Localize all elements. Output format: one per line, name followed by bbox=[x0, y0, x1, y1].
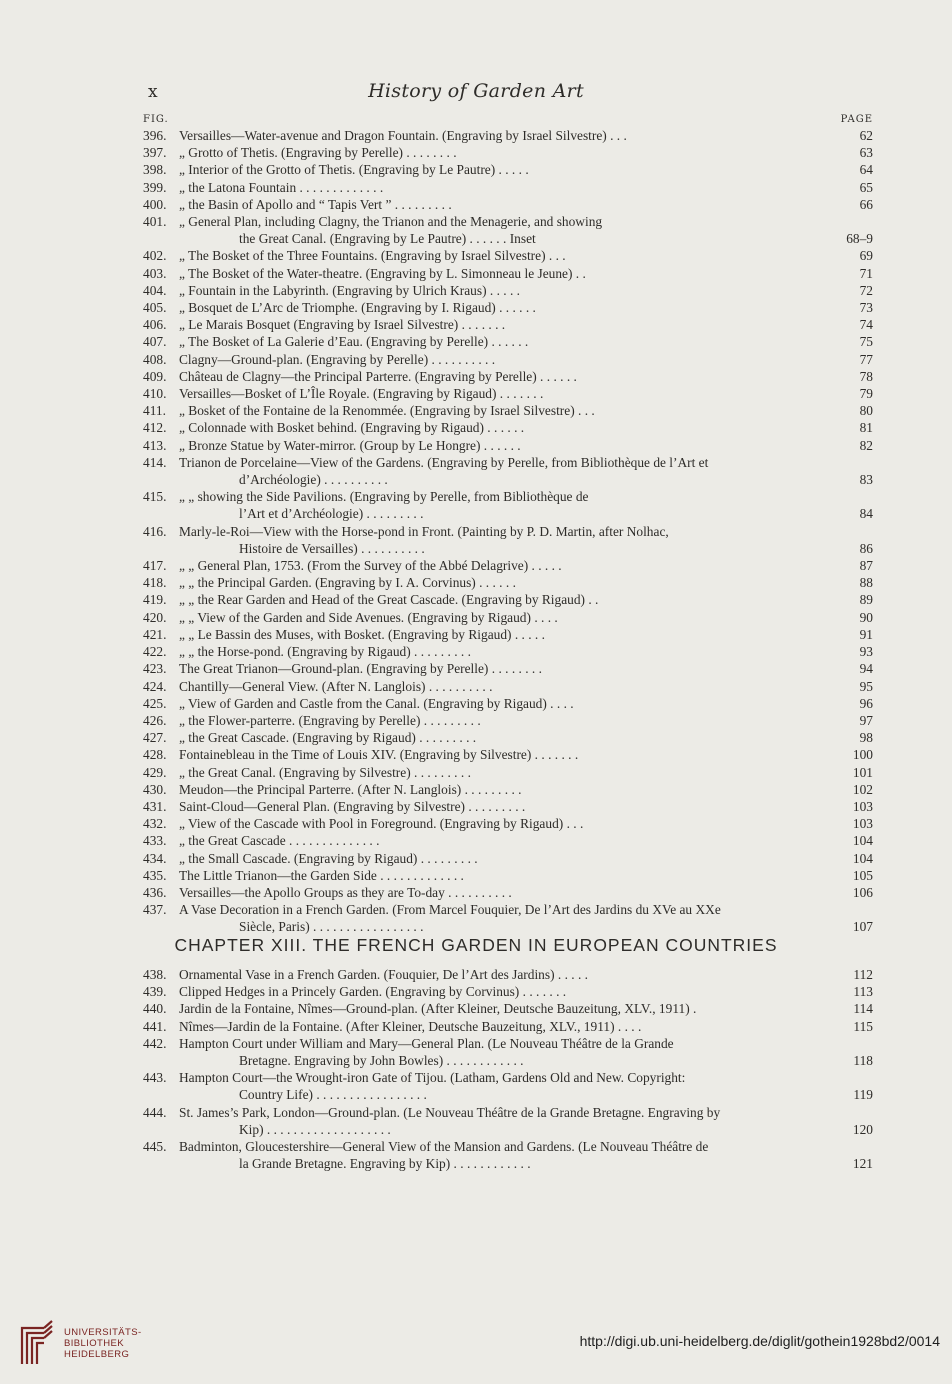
figure-number: 433. bbox=[143, 833, 167, 849]
figure-number: 425. bbox=[143, 695, 167, 711]
figure-number: 401. bbox=[143, 214, 167, 230]
figure-caption bbox=[179, 764, 835, 781]
caption-line: „ Interior of the Grotto of Thetis. (Engraving by Le Pautre) . . . . . bbox=[179, 162, 529, 178]
page-reference: 73 bbox=[859, 300, 873, 316]
page-reference: 103 bbox=[852, 816, 873, 832]
caption-line: „ the Flower-parterre. (Engraving by Perelle) . . . . . . . . . bbox=[179, 712, 481, 728]
figure-entry bbox=[143, 660, 873, 677]
figure-number: 435. bbox=[143, 867, 167, 883]
figure-entry bbox=[143, 213, 873, 247]
caption-line: Chantilly—General View. (After N. Langlois) . . . . . . . . . . bbox=[179, 678, 493, 694]
caption-line: Marly-le-Roi—View with the Horse-pond in Front. (Painting by P. D. Martin, after Nolhac, bbox=[179, 523, 669, 539]
figure-entry bbox=[143, 867, 873, 884]
page-reference: 102 bbox=[852, 781, 873, 797]
figure-entry bbox=[143, 161, 873, 178]
caption-line: Histoire de Versailles) . . . . . . . . . . bbox=[239, 540, 425, 556]
page-number: x bbox=[148, 82, 158, 102]
figure-entry bbox=[143, 643, 873, 660]
page-reference: 81 bbox=[859, 420, 873, 436]
library-line-3: HEIDELBERG bbox=[64, 1349, 130, 1360]
figure-number: 404. bbox=[143, 282, 167, 298]
caption-line: „ „ General Plan, 1753. (From the Survey of the Abbé Delagrive) . . . . . bbox=[179, 558, 562, 574]
caption-line: Kip) . . . . . . . . . . . . . . . . . . . bbox=[239, 1121, 391, 1137]
caption-line: „ „ the Principal Garden. (Engraving by I. A. Corvinus) . . . . . . bbox=[179, 575, 516, 591]
figure-number: 405. bbox=[143, 300, 167, 316]
caption-line: „ View of the Cascade with Pool in Foreground. (Engraving by Rigaud) . . . bbox=[179, 816, 584, 832]
figure-entry bbox=[143, 419, 873, 436]
caption-line: d’Archéologie) . . . . . . . . . . bbox=[239, 472, 388, 488]
figure-entry bbox=[143, 402, 873, 419]
figure-number: 432. bbox=[143, 816, 167, 832]
page-reference: 113 bbox=[853, 984, 873, 1000]
figure-number: 397. bbox=[143, 145, 167, 161]
figure-number: 428. bbox=[143, 747, 167, 763]
page-reference: 87 bbox=[859, 558, 873, 574]
page-reference: 96 bbox=[859, 695, 873, 711]
figure-number: 426. bbox=[143, 712, 167, 728]
source-url-link[interactable]: http://digi.ub.uni-heidelberg.de/diglit/gothein1928bd2/0014 bbox=[579, 1333, 940, 1349]
figure-caption bbox=[179, 1000, 835, 1017]
figure-number: 411. bbox=[143, 403, 166, 419]
page-reference: 98 bbox=[859, 730, 873, 746]
page-reference: 103 bbox=[852, 798, 873, 814]
figure-caption bbox=[179, 966, 835, 983]
figure-entry bbox=[143, 850, 873, 867]
figure-number: 419. bbox=[143, 592, 167, 608]
page-reference: 62 bbox=[859, 128, 873, 143]
caption-line: St. James’s Park, London—Ground-plan. (Le Nouveau Théâtre de la Grande Bretagne. Engraving by bbox=[179, 1104, 721, 1120]
figure-caption bbox=[179, 901, 835, 935]
figure-entry bbox=[143, 144, 873, 161]
figure-number: 412. bbox=[143, 420, 167, 436]
figure-entry bbox=[143, 966, 873, 983]
figure-entry bbox=[143, 299, 873, 316]
figure-list-top bbox=[143, 127, 873, 936]
figure-number: 442. bbox=[143, 1035, 167, 1051]
figure-number: 417. bbox=[143, 558, 167, 574]
figure-number: 436. bbox=[143, 884, 167, 900]
caption-line: Fontainebleau in the Time of Louis XIV. (Engraving by Silvestre) . . . . . . . bbox=[179, 747, 579, 763]
page-reference: 104 bbox=[852, 850, 873, 866]
figure-entry bbox=[143, 832, 873, 849]
figure-number: 414. bbox=[143, 454, 167, 470]
page-reference: 112 bbox=[853, 967, 873, 982]
figure-entry bbox=[143, 1104, 873, 1138]
figure-number: 444. bbox=[143, 1104, 167, 1120]
caption-line: „ Fountain in the Labyrinth. (Engraving by Ulrich Kraus) . . . . . bbox=[179, 282, 521, 298]
figure-entry bbox=[143, 265, 873, 282]
figure-entry bbox=[143, 764, 873, 781]
page-reference: 90 bbox=[859, 609, 873, 625]
figure-caption bbox=[179, 626, 835, 643]
figure-number: 421. bbox=[143, 626, 167, 642]
caption-line: „ The Bosket of the Three Fountains. (Engraving by Israel Silvestre) . . . bbox=[179, 248, 566, 264]
library-logo bbox=[14, 1318, 194, 1368]
page-reference: 106 bbox=[852, 884, 873, 900]
caption-line: Versailles—Bosket of L’Île Royale. (Engraving by Rigaud) . . . . . . . bbox=[179, 386, 544, 402]
page-reference: 74 bbox=[859, 317, 873, 333]
figure-caption bbox=[179, 557, 835, 574]
caption-line: Hampton Court—the Wrought-iron Gate of Tijou. (Latham, Gardens Old and New. Copyright: bbox=[179, 1070, 686, 1086]
figure-entry bbox=[143, 127, 873, 144]
figure-number: 413. bbox=[143, 437, 167, 453]
figure-number: 396. bbox=[143, 128, 167, 143]
page-reference: 88 bbox=[859, 575, 873, 591]
caption-line: l’Art et d’Archéologie) . . . . . . . . . bbox=[239, 506, 424, 522]
figure-entry bbox=[143, 1000, 873, 1017]
figure-caption bbox=[179, 213, 835, 247]
caption-line: Jardin de la Fontaine, Nîmes—Ground-plan. (After Kleiner, Deutsche Bauzeitung, XLV., 1911) . bbox=[179, 1001, 697, 1017]
figure-caption bbox=[179, 660, 835, 677]
figure-entry bbox=[143, 333, 873, 350]
page-reference: 68–9 bbox=[846, 231, 873, 247]
caption-line: Country Life) . . . . . . . . . . . . . . . . . bbox=[239, 1087, 427, 1103]
page-reference: 64 bbox=[859, 162, 873, 178]
caption-line: „ „ Le Bassin des Muses, with Bosket. (Engraving by Rigaud) . . . . . bbox=[179, 626, 545, 642]
page-reference: 78 bbox=[859, 368, 873, 384]
figure-number: 445. bbox=[143, 1139, 167, 1155]
figure-caption bbox=[179, 351, 835, 368]
caption-line: Nîmes—Jardin de la Fontaine. (After Kleiner, Deutsche Bauzeitung, XLV., 1911) . . . . bbox=[179, 1018, 642, 1034]
figure-caption bbox=[179, 781, 835, 798]
figure-entry bbox=[143, 983, 873, 1000]
figure-caption bbox=[179, 729, 835, 746]
figure-caption bbox=[179, 316, 835, 333]
page-reference: 77 bbox=[859, 351, 873, 367]
figure-caption bbox=[179, 867, 835, 884]
figure-caption bbox=[179, 265, 835, 282]
page-reference: 79 bbox=[859, 386, 873, 402]
figure-number: 434. bbox=[143, 850, 167, 866]
figure-entry bbox=[143, 179, 873, 196]
figure-entry bbox=[143, 368, 873, 385]
figure-entry bbox=[143, 609, 873, 626]
caption-line: la Grande Bretagne. Engraving by Kip) . . . . . . . . . . . . bbox=[239, 1156, 531, 1172]
caption-line: A Vase Decoration in a French Garden. (From Marcel Fouquier, De l’Art des Jardins du XVe au XXe bbox=[179, 902, 721, 918]
page-reference: 115 bbox=[853, 1018, 873, 1034]
caption-line: „ „ showing the Side Pavilions. (Engraving by Perelle, from Bibliothèque de bbox=[179, 489, 589, 505]
library-name bbox=[64, 1327, 142, 1360]
figure-entry bbox=[143, 557, 873, 574]
figure-number: 429. bbox=[143, 764, 167, 780]
page-reference: 114 bbox=[853, 1001, 873, 1017]
figure-number: 409. bbox=[143, 368, 167, 384]
caption-line: „ the Basin of Apollo and “ Tapis Vert ” . . . . . . . . . bbox=[179, 196, 452, 212]
page-reference: 63 bbox=[859, 145, 873, 161]
caption-line: „ the Latona Fountain . . . . . . . . . . . . . bbox=[179, 179, 384, 195]
page-reference: 80 bbox=[859, 403, 873, 419]
figure-entry bbox=[143, 1069, 873, 1103]
page-reference: 95 bbox=[859, 678, 873, 694]
page-reference: 105 bbox=[852, 867, 873, 883]
figure-caption bbox=[179, 746, 835, 763]
caption-line: The Little Trianon—the Garden Side . . . . . . . . . . . . . bbox=[179, 867, 464, 883]
figure-number: 420. bbox=[143, 609, 167, 625]
figure-caption bbox=[179, 1035, 835, 1069]
caption-line: „ The Bosket of the Water-theatre. (Engraving by L. Simonneau le Jeune) . . bbox=[179, 265, 586, 281]
page-reference: 75 bbox=[859, 334, 873, 350]
figure-caption bbox=[179, 161, 835, 178]
chapter-heading: CHAPTER XIII. THE FRENCH GARDEN IN EUROPEAN COUNTRIES bbox=[174, 935, 778, 955]
figure-entry bbox=[143, 901, 873, 935]
figure-entry bbox=[143, 884, 873, 901]
figure-caption bbox=[179, 179, 835, 196]
figure-number: 437. bbox=[143, 902, 167, 918]
page-reference: 94 bbox=[859, 661, 873, 677]
figure-caption bbox=[179, 454, 835, 488]
figure-caption bbox=[179, 609, 835, 626]
figure-caption bbox=[179, 643, 835, 660]
figure-caption bbox=[179, 712, 835, 729]
figure-caption bbox=[179, 695, 835, 712]
figure-number: 443. bbox=[143, 1070, 167, 1086]
figure-entry bbox=[143, 591, 873, 608]
figure-entry bbox=[143, 729, 873, 746]
caption-line: „ the Great Canal. (Engraving by Silvestre) . . . . . . . . . bbox=[179, 764, 471, 780]
caption-line: Siècle, Paris) . . . . . . . . . . . . . . . . . bbox=[239, 919, 424, 935]
figure-entry bbox=[143, 798, 873, 815]
figure-caption bbox=[179, 1104, 835, 1138]
figure-caption bbox=[179, 1138, 835, 1172]
caption-line: the Great Canal. (Engraving by Le Pautre) . . . . . . Inset bbox=[239, 231, 536, 247]
page-column-heading: PAGE bbox=[840, 114, 873, 125]
figure-entry bbox=[143, 196, 873, 213]
figure-entry bbox=[143, 523, 873, 557]
figure-number: 418. bbox=[143, 575, 167, 591]
caption-line: Ornamental Vase in a French Garden. (Fouquier, De l’Art des Jardins) . . . . . bbox=[179, 967, 589, 982]
figure-entry bbox=[143, 815, 873, 832]
figure-entry bbox=[143, 247, 873, 264]
page-reference: 120 bbox=[852, 1121, 873, 1137]
fig-column-heading: FIG. bbox=[143, 114, 169, 125]
page-reference: 66 bbox=[859, 196, 873, 212]
page-reference: 72 bbox=[859, 282, 873, 298]
figure-caption bbox=[179, 419, 835, 436]
figure-caption bbox=[179, 983, 835, 1000]
library-line-2: BIBLIOTHEK bbox=[64, 1338, 124, 1349]
caption-line: „ Bosket of the Fontaine de la Renommée. (Engraving by Israel Silvestre) . . . bbox=[179, 403, 595, 419]
page-reference: 97 bbox=[859, 712, 873, 728]
page-reference: 65 bbox=[859, 179, 873, 195]
caption-line: „ Grotto of Thetis. (Engraving by Perelle) . . . . . . . . bbox=[179, 145, 457, 161]
figure-caption bbox=[179, 247, 835, 264]
page-reference: 93 bbox=[859, 644, 873, 660]
figure-number: 427. bbox=[143, 730, 167, 746]
figure-number: 440. bbox=[143, 1001, 167, 1017]
caption-line: Bretagne. Engraving by John Bowles) . . . . . . . . . . . . bbox=[239, 1053, 524, 1069]
figure-caption bbox=[179, 437, 835, 454]
figure-caption bbox=[179, 850, 835, 867]
figure-entry bbox=[143, 437, 873, 454]
caption-line: „ General Plan, including Clagny, the Trianon and the Menagerie, and showing bbox=[179, 214, 603, 230]
figure-list-bottom bbox=[143, 966, 873, 1172]
page-header bbox=[0, 80, 952, 108]
figure-number: 441. bbox=[143, 1018, 167, 1034]
figure-number: 423. bbox=[143, 661, 167, 677]
page-reference: 89 bbox=[859, 592, 873, 608]
caption-line: The Great Trianon—Ground-plan. (Engraving by Perelle) . . . . . . . . bbox=[179, 661, 542, 677]
figure-number: 406. bbox=[143, 317, 167, 333]
figure-caption bbox=[179, 574, 835, 591]
figure-caption bbox=[179, 798, 835, 815]
figure-number: 408. bbox=[143, 351, 167, 367]
figure-number: 410. bbox=[143, 386, 167, 402]
caption-line: Trianon de Porcelaine—View of the Gardens. (Engraving by Perelle, from Bibliothèque de l’Art et bbox=[179, 454, 709, 470]
figure-caption bbox=[179, 127, 835, 144]
figure-entry bbox=[143, 488, 873, 522]
figure-caption bbox=[179, 1018, 835, 1035]
figure-entry bbox=[143, 695, 873, 712]
caption-line: Clipped Hedges in a Princely Garden. (Engraving by Corvinus) . . . . . . . bbox=[179, 984, 567, 1000]
library-emblem-icon bbox=[14, 1318, 56, 1366]
caption-line: „ the Small Cascade. (Engraving by Rigaud) . . . . . . . . . bbox=[179, 850, 478, 866]
figure-entry bbox=[143, 574, 873, 591]
figure-caption bbox=[179, 402, 835, 419]
page-reference: 101 bbox=[852, 764, 873, 780]
caption-line: „ „ the Horse-pond. (Engraving by Rigaud) . . . . . . . . . bbox=[179, 644, 471, 660]
figure-entry bbox=[143, 385, 873, 402]
caption-line: Badminton, Gloucestershire—General View of the Mansion and Gardens. (Le Nouveau Théâtre de bbox=[179, 1139, 709, 1155]
figure-entry bbox=[143, 1035, 873, 1069]
figure-number: 402. bbox=[143, 248, 167, 264]
figure-number: 399. bbox=[143, 179, 167, 195]
caption-line: „ the Great Cascade. (Engraving by Rigaud) . . . . . . . . . bbox=[179, 730, 477, 746]
page-reference: 69 bbox=[859, 248, 873, 264]
figure-entry bbox=[143, 454, 873, 488]
page-reference: 71 bbox=[859, 265, 873, 281]
caption-line: Hampton Court under William and Mary—General Plan. (Le Nouveau Théâtre de la Grande bbox=[179, 1035, 674, 1051]
figure-entry bbox=[143, 316, 873, 333]
caption-line: „ the Great Cascade . . . . . . . . . . . . . . bbox=[179, 833, 380, 849]
figure-number: 407. bbox=[143, 334, 167, 350]
figure-number: 424. bbox=[143, 678, 167, 694]
figure-entry bbox=[143, 678, 873, 695]
page-reference: 83 bbox=[859, 472, 873, 488]
figure-number: 416. bbox=[143, 523, 167, 539]
caption-line: Meudon—the Principal Parterre. (After N. Langlois) . . . . . . . . . bbox=[179, 781, 522, 797]
caption-line: „ „ View of the Garden and Side Avenues. (Engraving by Rigaud) . . . . bbox=[179, 609, 558, 625]
page-reference: 82 bbox=[859, 437, 873, 453]
caption-line: „ Le Marais Bosquet (Engraving by Israel Silvestre) . . . . . . . bbox=[179, 317, 506, 333]
page-reference: 100 bbox=[852, 747, 873, 763]
page-reference: 91 bbox=[859, 626, 873, 642]
figure-caption bbox=[179, 591, 835, 608]
caption-line: Saint-Cloud—General Plan. (Engraving by Silvestre) . . . . . . . . . bbox=[179, 798, 526, 814]
figure-number: 439. bbox=[143, 984, 167, 1000]
figure-entry bbox=[143, 626, 873, 643]
figure-number: 400. bbox=[143, 196, 167, 212]
caption-line: Versailles—Water-avenue and Dragon Fountain. (Engraving by Israel Silvestre) . . . bbox=[179, 128, 627, 143]
caption-line: Château de Clagny—the Principal Parterre. (Engraving by Perelle) . . . . . . bbox=[179, 368, 577, 384]
figure-caption bbox=[179, 815, 835, 832]
caption-line: „ Bosquet de L’Arc de Triomphe. (Engraving by I. Rigaud) . . . . . . bbox=[179, 300, 536, 316]
figure-caption bbox=[179, 1069, 835, 1103]
figure-caption bbox=[179, 678, 835, 695]
figure-number: 422. bbox=[143, 644, 167, 660]
caption-line: Clagny—Ground-plan. (Engraving by Perelle) . . . . . . . . . . bbox=[179, 351, 496, 367]
figure-caption bbox=[179, 385, 835, 402]
figure-number: 398. bbox=[143, 162, 167, 178]
caption-line: „ View of Garden and Castle from the Canal. (Engraving by Rigaud) . . . . bbox=[179, 695, 574, 711]
figure-entry bbox=[143, 282, 873, 299]
caption-line: Versailles—the Apollo Groups as they are To-day . . . . . . . . . . bbox=[179, 884, 512, 900]
page-reference: 84 bbox=[859, 506, 873, 522]
caption-line: „ Bronze Statue by Water-mirror. (Group by Le Hongre) . . . . . . bbox=[179, 437, 521, 453]
figure-entry bbox=[143, 781, 873, 798]
figure-caption bbox=[179, 282, 835, 299]
page-reference: 118 bbox=[853, 1053, 873, 1069]
figure-number: 430. bbox=[143, 781, 167, 797]
page-reference: 86 bbox=[859, 540, 873, 556]
page-reference: 119 bbox=[853, 1087, 873, 1103]
figure-number: 403. bbox=[143, 265, 167, 281]
figure-number: 415. bbox=[143, 489, 167, 505]
library-line-1: UNIVERSITÄTS- bbox=[64, 1327, 142, 1338]
caption-line: „ The Bosket of La Galerie d’Eau. (Engraving by Perelle) . . . . . . bbox=[179, 334, 529, 350]
figure-number: 431. bbox=[143, 798, 167, 814]
figure-entry bbox=[143, 712, 873, 729]
figure-caption bbox=[179, 832, 835, 849]
page-reference: 107 bbox=[852, 919, 873, 935]
caption-line: „ „ the Rear Garden and Head of the Great Cascade. (Engraving by Rigaud) . . bbox=[179, 592, 599, 608]
figure-caption bbox=[179, 523, 835, 557]
caption-line: „ Colonnade with Bosket behind. (Engraving by Rigaud) . . . . . . bbox=[179, 420, 525, 436]
figure-caption bbox=[179, 368, 835, 385]
figure-caption bbox=[179, 144, 835, 161]
column-headings bbox=[143, 114, 873, 126]
figure-caption bbox=[179, 488, 835, 522]
figure-caption bbox=[179, 196, 835, 213]
figure-entry bbox=[143, 351, 873, 368]
figure-caption bbox=[179, 884, 835, 901]
figure-caption bbox=[179, 299, 835, 316]
figure-entry bbox=[143, 1018, 873, 1035]
running-title: History of Garden Art bbox=[368, 80, 584, 102]
figure-number: 438. bbox=[143, 967, 167, 982]
figure-caption bbox=[179, 333, 835, 350]
figure-entry bbox=[143, 1138, 873, 1172]
figure-entry bbox=[143, 746, 873, 763]
page-reference: 121 bbox=[852, 1156, 873, 1172]
page-reference: 104 bbox=[852, 833, 873, 849]
